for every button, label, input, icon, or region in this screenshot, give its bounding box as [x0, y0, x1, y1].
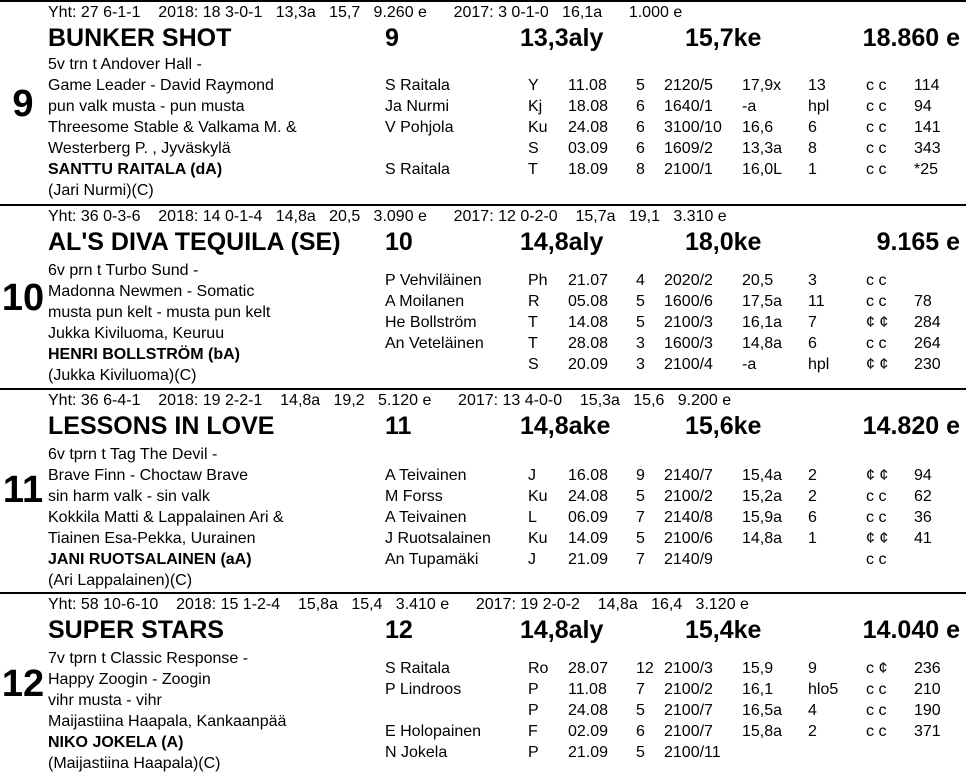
start-place: 3: [808, 272, 817, 289]
start-odds: 62: [914, 488, 932, 505]
start-position: 5: [636, 702, 645, 719]
start-place: 8: [808, 140, 817, 157]
start-track: Ku: [528, 119, 548, 136]
start-date: 03.09: [568, 140, 609, 157]
start-date: 20.09: [568, 356, 609, 373]
start-date: 11.08: [568, 681, 607, 698]
start-mark: c c: [866, 551, 887, 568]
start-track: S: [528, 356, 539, 373]
start-track: Ph: [528, 272, 548, 289]
start-track: P: [528, 744, 539, 761]
start-number: 11: [385, 412, 412, 440]
start-driver: A Teivainen: [385, 509, 467, 526]
start-place: 1: [808, 530, 817, 547]
start-place: 6: [808, 119, 817, 136]
driver-name: JANI RUOTSALAINEN (aA): [48, 551, 252, 568]
start-position: 5: [636, 744, 645, 761]
start-odds: 141: [914, 119, 941, 136]
start-odds: 343: [914, 140, 941, 157]
career-stats: Yht: 36 0-3-6 2018: 14 0-1-4 14,8a 20,5 3.090 e 2017: 12 0-2-0 15,7a 19,1 3.310 e: [48, 208, 727, 225]
start-track: J: [528, 467, 536, 484]
start-mark: c c: [866, 681, 887, 698]
start-place: 2: [808, 723, 817, 740]
start-distance: 2120/5: [664, 77, 713, 94]
start-distance: 2020/2: [664, 272, 713, 289]
start-driver: Ja Nurmi: [385, 98, 450, 115]
start-number: 10: [385, 228, 413, 256]
start-odds: 114: [914, 77, 940, 94]
total-winnings: 14.820 e: [862, 412, 960, 440]
start-distance: 2140/8: [664, 509, 713, 526]
horse-entry: [0, 388, 966, 594]
start-position: 5: [636, 488, 645, 505]
start-time: 13,3a: [742, 140, 783, 157]
start-date: 18.08: [568, 98, 609, 115]
start-odds: 264: [914, 335, 941, 352]
start-track: Y: [528, 77, 539, 94]
start-distance: 2100/7: [664, 723, 713, 740]
start-place: hpl: [808, 98, 830, 115]
average-time: 15,7ke: [685, 24, 762, 52]
start-position: 4: [636, 272, 645, 289]
start-track: F: [528, 723, 538, 740]
start-driver: A Teivainen: [385, 467, 467, 484]
pedigree-line: 5v trn t Andover Hall -: [48, 56, 202, 73]
average-time: 15,4ke: [685, 616, 762, 644]
pedigree-line: Happy Zoogin - Zoogin: [48, 671, 211, 688]
start-place: 6: [808, 509, 817, 526]
owner-line: Maijastiina Haapala, Kankaanpää: [48, 713, 287, 730]
start-place: 1: [808, 161, 817, 178]
program-number: 10: [1, 277, 45, 319]
program-number: 12: [1, 663, 45, 705]
start-driver: M Forss: [385, 488, 443, 505]
start-mark: c c: [866, 488, 887, 505]
start-odds: 94: [914, 467, 932, 484]
start-mark: c c: [866, 77, 887, 94]
total-winnings: 9.165 e: [876, 228, 960, 256]
start-odds: 94: [914, 98, 932, 115]
horse-name: SUPER STARS: [48, 616, 224, 644]
program-number: 11: [2, 469, 44, 511]
pedigree-line: 7v tprn t Classic Response -: [48, 650, 249, 667]
career-stats: Yht: 36 6-4-1 2018: 19 2-2-1 14,8a 19,2 5.120 e 2017: 13 4-0-0 15,3a 15,6 9.200 e: [48, 392, 732, 409]
start-odds: 36: [914, 509, 932, 526]
start-position: 5: [636, 293, 645, 310]
start-mark: c c: [866, 293, 887, 310]
start-driver: P Lindroos: [385, 681, 462, 698]
start-driver: V Pohjola: [385, 119, 454, 136]
start-mark: c c: [866, 509, 887, 526]
start-odds: 41: [914, 530, 932, 547]
pedigree-line: Brave Finn - Choctaw Brave: [48, 467, 249, 484]
start-place: 2: [808, 467, 817, 484]
start-time: -a: [742, 98, 757, 115]
horse-entry: [0, 592, 966, 783]
start-date: 14.09: [568, 530, 609, 547]
total-winnings: 14.040 e: [862, 616, 960, 644]
start-date: 24.08: [568, 119, 609, 136]
start-place: 9: [808, 660, 817, 677]
colors-line: musta pun kelt - musta pun kelt: [48, 304, 271, 321]
trainer-line: (Ari Lappalainen)(C): [48, 572, 193, 589]
start-position: 5: [636, 77, 645, 94]
colors-line: pun valk musta - pun musta: [48, 98, 245, 115]
start-date: 28.07: [568, 660, 609, 677]
start-mark: c c: [866, 140, 887, 157]
start-mark: c c: [866, 161, 887, 178]
start-time: 15,8a: [742, 723, 783, 740]
start-place: 6: [808, 335, 817, 352]
start-position: 3: [636, 335, 645, 352]
start-distance: 1600/3: [664, 335, 713, 352]
start-place: 7: [808, 314, 817, 331]
record-time: 13,3aly: [520, 24, 604, 52]
pedigree-line: Madonna Newmen - Somatic: [48, 283, 255, 300]
start-mark: ¢ ¢: [866, 530, 889, 547]
average-time: 15,6ke: [685, 412, 762, 440]
pedigree-line: 6v prn t Turbo Sund -: [48, 262, 199, 279]
start-driver: E Holopainen: [385, 723, 482, 740]
career-stats: Yht: 27 6-1-1 2018: 18 3-0-1 13,3a 15,7 9.260 e 2017: 3 0-1-0 16,1a 1.000 e: [48, 4, 683, 21]
start-time: -a: [742, 356, 757, 373]
horse-name: AL'S DIVA TEQUILA (SE): [48, 228, 341, 256]
start-mark: c c: [866, 98, 887, 115]
start-driver: J Ruotsalainen: [385, 530, 491, 547]
start-place: 2: [808, 488, 817, 505]
start-position: 6: [636, 98, 645, 115]
start-distance: 1600/6: [664, 293, 713, 310]
start-distance: 3100/10: [664, 119, 722, 136]
start-time: 16,6: [742, 119, 774, 136]
start-position: 8: [636, 161, 645, 178]
start-time: 14,8a: [742, 530, 783, 547]
start-mark: c c: [866, 272, 887, 289]
start-distance: 1640/1: [664, 98, 713, 115]
start-track: R: [528, 293, 540, 310]
start-track: J: [528, 551, 536, 568]
start-place: 11: [808, 293, 825, 310]
start-date: 18.09: [568, 161, 609, 178]
owner-line: Threesome Stable & Valkama M. &: [48, 119, 297, 136]
start-time: 14,8a: [742, 335, 783, 352]
start-track: Kj: [528, 98, 543, 115]
start-driver: S Raitala: [385, 77, 450, 94]
start-date: 21.09: [568, 744, 609, 761]
start-position: 6: [636, 723, 645, 740]
start-position: 12: [636, 660, 654, 677]
record-time: 14,8aly: [520, 228, 604, 256]
owner-line: Westerberg P. , Jyväskylä: [48, 140, 231, 157]
start-driver: P Vehviläinen: [385, 272, 482, 289]
start-driver: S Raitala: [385, 660, 450, 677]
start-mark: ¢ ¢: [866, 314, 889, 331]
pedigree-line: 6v tprn t Tag The Devil -: [48, 446, 218, 463]
owner-line: Tiainen Esa-Pekka, Uurainen: [48, 530, 256, 547]
driver-name: SANTTU RAITALA (dA): [48, 161, 223, 178]
start-distance: 2100/2: [664, 488, 713, 505]
start-mark: c c: [866, 119, 887, 136]
start-date: 11.08: [568, 77, 607, 94]
start-track: T: [528, 314, 538, 331]
program-number: 9: [12, 83, 34, 125]
start-number: 12: [385, 616, 413, 644]
start-date: 16.08: [568, 467, 609, 484]
start-track: T: [528, 161, 538, 178]
start-time: 15,4a: [742, 467, 783, 484]
horse-entry: [0, 0, 966, 206]
start-mark: c c: [866, 723, 887, 740]
start-driver: He Bollström: [385, 314, 477, 331]
start-odds: 78: [914, 293, 932, 310]
start-mark: c c: [866, 335, 887, 352]
start-position: 6: [636, 140, 645, 157]
start-position: 7: [636, 681, 645, 698]
start-track: S: [528, 140, 539, 157]
start-time: 20,5: [742, 272, 774, 289]
start-time: 15,9a: [742, 509, 783, 526]
start-date: 28.08: [568, 335, 609, 352]
start-driver: S Raitala: [385, 161, 450, 178]
start-track: L: [528, 509, 537, 526]
start-time: 16,1a: [742, 314, 783, 331]
start-time: 15,2a: [742, 488, 783, 505]
start-date: 21.09: [568, 551, 609, 568]
start-distance: 2100/11: [664, 744, 721, 761]
start-odds: 210: [914, 681, 941, 698]
trainer-line: (Jukka Kiviluoma)(C): [48, 367, 197, 384]
pedigree-line: Game Leader - David Raymond: [48, 77, 274, 94]
start-driver: A Moilanen: [385, 293, 465, 310]
start-odds: 236: [914, 660, 941, 677]
start-position: 7: [636, 509, 645, 526]
start-time: 16,1: [742, 681, 774, 698]
start-distance: 2100/7: [664, 702, 713, 719]
start-date: 06.09: [568, 509, 609, 526]
average-time: 18,0ke: [685, 228, 762, 256]
start-driver: An Veteläinen: [385, 335, 484, 352]
start-mark: c c: [866, 702, 887, 719]
driver-name: HENRI BOLLSTRÖM (bA): [48, 346, 240, 363]
colors-line: vihr musta - vihr: [48, 692, 162, 709]
start-distance: 2140/7: [664, 467, 713, 484]
start-place: 4: [808, 702, 817, 719]
trainer-line: (Maijastiina Haapala)(C): [48, 755, 221, 772]
start-place: 13: [808, 77, 826, 94]
horse-name: LESSONS IN LOVE: [48, 412, 275, 440]
start-track: P: [528, 681, 539, 698]
start-mark: ¢ ¢: [866, 467, 889, 484]
start-odds: 371: [914, 723, 941, 740]
start-mark: ¢ ¢: [866, 356, 889, 373]
start-place: hpl: [808, 356, 830, 373]
owner-line: Kokkila Matti & Lappalainen Ari &: [48, 509, 284, 526]
start-position: 3: [636, 356, 645, 373]
start-time: 15,9: [742, 660, 774, 677]
horse-entry: [0, 204, 966, 390]
start-position: 7: [636, 551, 645, 568]
start-position: 9: [636, 467, 645, 484]
start-track: Ku: [528, 530, 548, 547]
start-distance: 2100/3: [664, 660, 713, 677]
driver-name: NIKO JOKELA (A): [48, 734, 184, 751]
start-driver: An Tupamäki: [385, 551, 479, 568]
start-track: T: [528, 335, 538, 352]
start-odds: 284: [914, 314, 941, 331]
start-date: 21.07: [568, 272, 609, 289]
start-date: 02.09: [568, 723, 609, 740]
start-date: 14.08: [568, 314, 609, 331]
start-position: 5: [636, 530, 645, 547]
start-mark: c ¢: [866, 660, 888, 677]
start-odds: 230: [914, 356, 941, 373]
start-track: P: [528, 702, 539, 719]
start-track: Ro: [528, 660, 549, 677]
start-distance: 2140/9: [664, 551, 713, 568]
start-date: 24.08: [568, 702, 609, 719]
start-time: 17,9x: [742, 77, 782, 94]
start-number: 9: [385, 24, 399, 52]
start-driver: N Jokela: [385, 744, 448, 761]
total-winnings: 18.860 e: [862, 24, 960, 52]
start-distance: 1609/2: [664, 140, 713, 157]
start-time: 16,0L: [742, 161, 783, 178]
record-time: 14,8aly: [520, 616, 604, 644]
start-distance: 2100/2: [664, 681, 713, 698]
start-date: 05.08: [568, 293, 609, 310]
colors-line: sin harm valk - sin valk: [48, 488, 210, 505]
career-stats: Yht: 58 10-6-10 2018: 15 1-2-4 15,8a 15,4 3.410 e 2017: 19 2-0-2 14,8a 16,4 3.120 e: [48, 596, 749, 613]
start-date: 24.08: [568, 488, 609, 505]
start-place: hlo5: [808, 681, 839, 698]
owner-line: Jukka Kiviluoma, Keuruu: [48, 325, 225, 342]
start-position: 5: [636, 314, 645, 331]
start-odds: *25: [914, 161, 939, 178]
start-distance: 2100/4: [664, 356, 713, 373]
start-distance: 2100/6: [664, 530, 713, 547]
start-time: 16,5a: [742, 702, 783, 719]
trainer-line: (Jari Nurmi)(C): [48, 182, 154, 199]
start-distance: 2100/1: [664, 161, 713, 178]
record-time: 14,8ake: [520, 412, 611, 440]
start-odds: 190: [914, 702, 941, 719]
start-track: Ku: [528, 488, 548, 505]
horse-name: BUNKER SHOT: [48, 24, 232, 52]
start-distance: 2100/3: [664, 314, 713, 331]
start-time: 17,5a: [742, 293, 783, 310]
start-position: 6: [636, 119, 645, 136]
